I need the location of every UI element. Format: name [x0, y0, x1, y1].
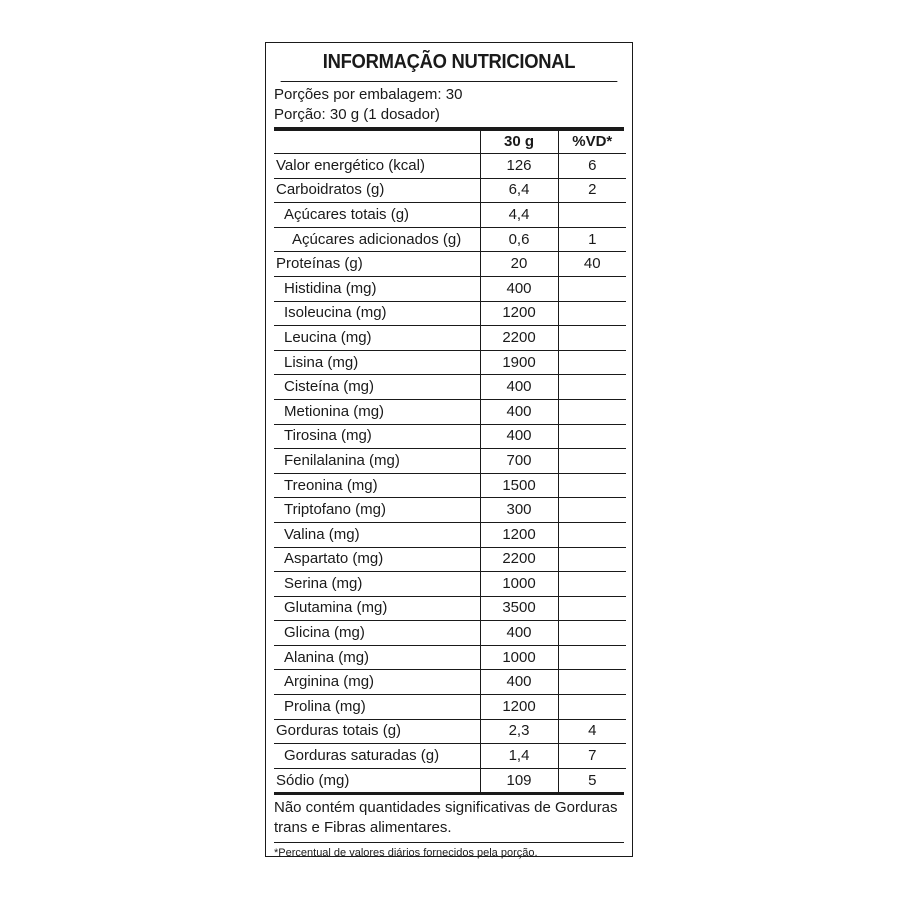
nutrient-name: Carboidratos (g): [274, 178, 480, 203]
nutrition-facts-label: [265, 42, 633, 860]
nutrient-amount: 1900: [480, 350, 558, 375]
table-header-row: [274, 131, 626, 154]
nutrient-daily-value: [558, 621, 626, 646]
nutrient-name: Valor energético (kcal): [274, 154, 480, 179]
nutrient-amount: 20: [480, 252, 558, 277]
nutrient-daily-value: [558, 326, 626, 351]
nutrient-name: Tirosina (mg): [274, 424, 480, 449]
nutrient-amount: 6,4: [480, 178, 558, 203]
nutrient-name: Proteínas (g): [274, 252, 480, 277]
nutrient-daily-value: [558, 301, 626, 326]
nutrient-name: Glutamina (mg): [274, 596, 480, 621]
table-row: [274, 154, 626, 179]
nutrient-daily-value: 2: [558, 178, 626, 203]
nutrient-amount: 1500: [480, 473, 558, 498]
nutrient-name: Aspartato (mg): [274, 547, 480, 572]
nutrient-daily-value: [558, 695, 626, 720]
table-row: [274, 768, 626, 792]
nutrient-daily-value: 4: [558, 719, 626, 744]
nutrient-amount: 109: [480, 768, 558, 792]
table-row: [274, 695, 626, 720]
table-row: [274, 326, 626, 351]
nutrient-daily-value: [558, 203, 626, 228]
table-row: [274, 498, 626, 523]
nutrient-daily-value: [558, 350, 626, 375]
nutrient-amount: 300: [480, 498, 558, 523]
nutrient-amount: 4,4: [480, 203, 558, 228]
nutrient-daily-value: [558, 375, 626, 400]
nutrient-amount: 3500: [480, 596, 558, 621]
nutrient-name: Açúcares totais (g): [274, 203, 480, 228]
nutrient-name: Histidina (mg): [274, 276, 480, 301]
table-row: [274, 399, 626, 424]
nutrient-name: Lisina (mg): [274, 350, 480, 375]
nutrient-amount: 1,4: [480, 744, 558, 769]
nutrient-daily-value: [558, 670, 626, 695]
nutrient-amount: 2,3: [480, 719, 558, 744]
nutrient-amount: 0,6: [480, 227, 558, 252]
nutrient-name: Metionina (mg): [274, 399, 480, 424]
nutrient-daily-value: [558, 498, 626, 523]
nutrient-name: Gorduras totais (g): [274, 719, 480, 744]
table-row: [274, 350, 626, 375]
table-row: [274, 424, 626, 449]
nutrient-daily-value: [558, 572, 626, 597]
nutrient-daily-value: 5: [558, 768, 626, 792]
nutrient-amount: 700: [480, 449, 558, 474]
table-row: [274, 621, 626, 646]
table-row: [274, 719, 626, 744]
serving-size: Porção: 30 g (1 dosador): [274, 106, 440, 123]
nutrient-name: Cisteína (mg): [274, 375, 480, 400]
nutrition-table: [274, 131, 626, 792]
nutrient-amount: 1000: [480, 572, 558, 597]
nutrient-name: Treonina (mg): [274, 473, 480, 498]
label-title: INFORMAÇÃO NUTRICIONAL: [281, 43, 618, 82]
nutrient-name: Sódio (mg): [274, 768, 480, 792]
nutrient-amount: 400: [480, 424, 558, 449]
servings-per-package: Porções por embalagem: 30: [274, 86, 463, 103]
nutrient-name: Alanina (mg): [274, 645, 480, 670]
table-row: [274, 178, 626, 203]
table-row: [274, 375, 626, 400]
nutrient-amount: 400: [480, 621, 558, 646]
nutrient-daily-value: [558, 473, 626, 498]
nutrient-daily-value: [558, 645, 626, 670]
nutrient-amount: 126: [480, 154, 558, 179]
table-row: [274, 252, 626, 277]
table-row: [274, 449, 626, 474]
nutrient-daily-value: [558, 596, 626, 621]
table-row: [274, 276, 626, 301]
nutrient-daily-value: 1: [558, 227, 626, 252]
table-row: [274, 572, 626, 597]
table-row: [274, 522, 626, 547]
nutrient-amount: 400: [480, 276, 558, 301]
table-row: [274, 473, 626, 498]
nutrient-daily-value: 7: [558, 744, 626, 769]
nutrient-daily-value: [558, 547, 626, 572]
nutrient-daily-value: 40: [558, 252, 626, 277]
nutrient-name: Fenilalanina (mg): [274, 449, 480, 474]
nutrient-amount: 1200: [480, 522, 558, 547]
nutrient-name: Triptofano (mg): [274, 498, 480, 523]
nutrient-amount: 2200: [480, 547, 558, 572]
nutrient-amount: 400: [480, 670, 558, 695]
table-row: [274, 547, 626, 572]
table-row: [274, 227, 626, 252]
nutrient-name: Gorduras saturadas (g): [274, 744, 480, 769]
nutrient-name: Valina (mg): [274, 522, 480, 547]
nutrient-daily-value: [558, 449, 626, 474]
header-nutrient: [274, 131, 480, 154]
table-row: [274, 670, 626, 695]
nutrient-daily-value: [558, 276, 626, 301]
table-row: [274, 203, 626, 228]
nutrient-name: Glicina (mg): [274, 621, 480, 646]
nutrient-amount: 2200: [480, 326, 558, 351]
nutrient-daily-value: [558, 522, 626, 547]
nutrient-name: Arginina (mg): [274, 670, 480, 695]
table-row: [274, 301, 626, 326]
nutrient-daily-value: 6: [558, 154, 626, 179]
nutrient-name: Açúcares adicionados (g): [274, 227, 480, 252]
nutrient-name: Prolina (mg): [274, 695, 480, 720]
header-amount: 30 g: [480, 131, 558, 154]
nutrient-daily-value: [558, 399, 626, 424]
nutrient-name: Leucina (mg): [274, 326, 480, 351]
nutrient-name: Isoleucina (mg): [274, 301, 480, 326]
table-row: [274, 596, 626, 621]
nutrition-note: Não contém quantidades significativas de Gorduras trans e Fibras alimentares.: [274, 799, 618, 837]
nutrient-daily-value: [558, 424, 626, 449]
table-row: [274, 744, 626, 769]
nutrient-name: Serina (mg): [274, 572, 480, 597]
nutrient-amount: 1200: [480, 695, 558, 720]
nutrient-amount: 1200: [480, 301, 558, 326]
nutrient-amount: 400: [480, 399, 558, 424]
footnote: *Percentual de valores diários fornecidos pela porção.: [274, 847, 538, 860]
table-row: [274, 645, 626, 670]
serving-info: [266, 82, 632, 127]
nutrient-amount: 400: [480, 375, 558, 400]
nutrient-amount: 1000: [480, 645, 558, 670]
header-daily-value: %VD*: [558, 131, 626, 154]
